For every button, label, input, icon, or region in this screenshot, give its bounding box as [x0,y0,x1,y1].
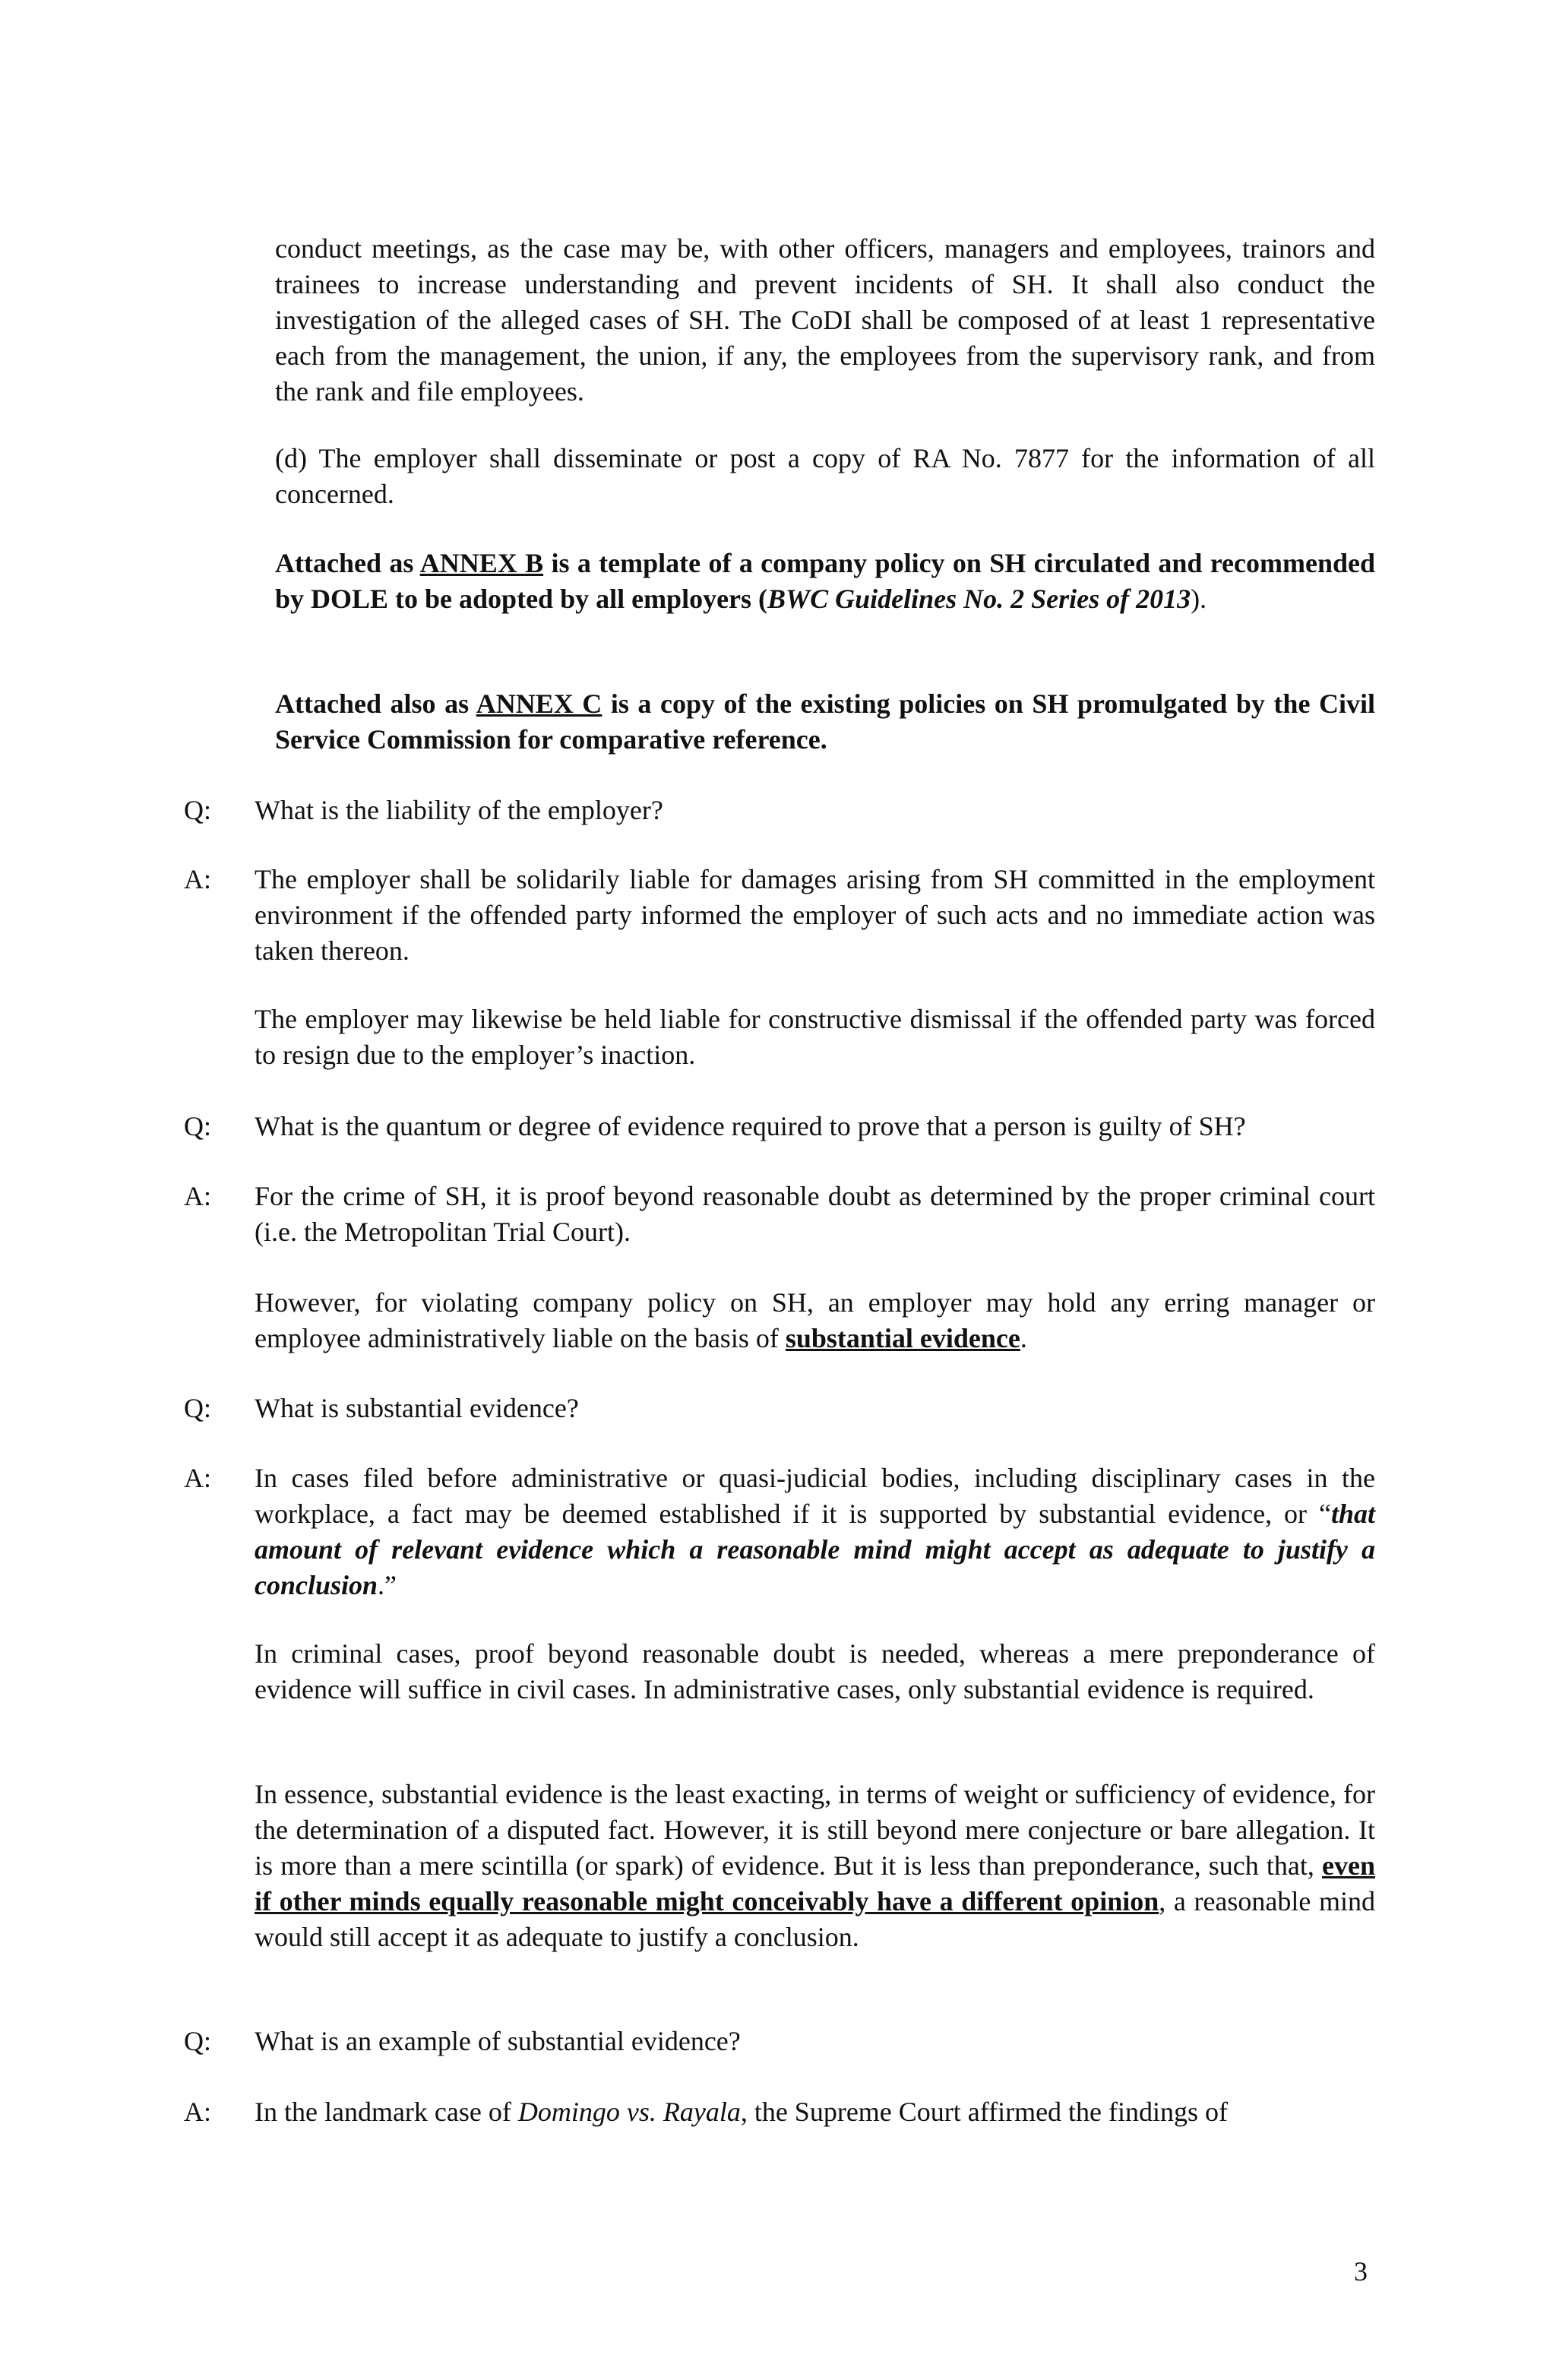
a3-label: A: [184,1463,211,1493]
a3-paragraph-2: In criminal cases, proof beyond reasonable doubt is needed, whereas a mere preponderance of evidence will suffice in civil cases. In administrative cases, only substantial evidence is required. [255,1638,1375,1704]
a3-paragraph-3-prefix: In essence, substantial evidence is the least exacting, in terms of weight or sufficiency of evidence, for the determination of a disputed fact. However, it is still beyond mere conjecture or bare allegation. It is more than a mere scintilla (or spark) of evidence. But it is less than preponderance, such that, [255,1779,1375,1881]
q1-question: What is the liability of the employer? [255,795,663,825]
annex-b-paragraph [275,546,1375,617]
reasonable-minds-emphasis: even if other minds equally reasonable might conceivably have a different opinion [255,1850,1375,1916]
q2-question: What is the quantum or degree of evidence required to prove that a person is guilty of SH? [255,1111,1246,1141]
q3-question: What is substantial evidence? [255,1393,579,1423]
annex-b-link[interactable]: ANNEX B [419,548,544,578]
q1-label: Q: [184,795,211,825]
substantial-evidence-emphasis: substantial evidence [785,1323,1020,1353]
a1-label: A: [184,864,211,894]
a3-paragraph-1 [255,1461,1375,1603]
a2-paragraph-2 [255,1285,1375,1356]
substantial-evidence-definition-quote: that amount of relevant evidence which a reasonable mind might accept as adequate to justify a conclusion [255,1499,1375,1600]
a2-label: A: [184,1181,211,1211]
q4-question: What is an example of substantial evidence? [255,2026,741,2056]
annex-c-link[interactable]: ANNEX C [476,688,602,719]
a1-paragraph-1: The employer shall be solidarily liable for damages arising from SH committed in the employment environment if the offended party informed the employer of such acts and no immediate action was taken thereon. [255,864,1375,966]
annex-c-suffix: is a copy of the existing policies on SH promulgated by the Civil Service Commission for comparative reference. [275,688,1375,755]
a1-paragraph-2: The employer may likewise be held liable for constructive dismissal if the offended party was forced to resign due to the employer’s inaction. [255,1004,1375,1070]
a4-label: A: [184,2097,211,2127]
a3-paragraph-1-prefix: In cases filed before administrative or quasi-judicial bodies, including disciplinary cases in the workplace, a fact may be deemed established if it is supported by substantial evidence, or “ [255,1463,1375,1529]
q4-label: Q: [184,2026,211,2056]
annex-b-prefix: Attached as [275,548,420,578]
a2-paragraph-2-suffix: . [1020,1323,1027,1353]
page-number: 3 [1354,2256,1368,2287]
a4-paragraph-1-prefix: In the landmark case of [255,2097,518,2127]
annex-b-middle: is a template of a company policy on SH circulated and recommended by DOLE to be adopted by all employers ( [275,548,1375,614]
case-name: Domingo vs. Rayala [517,2097,741,2127]
a2-paragraph-2-prefix: However, for violating company policy on SH, an employer may hold any erring manager or employee administratively liable on the basis of [255,1287,1375,1353]
a2-paragraph-1: For the crime of SH, it is proof beyond reasonable doubt as determined by the proper criminal court (i.e. the Metropolitan Trial Court). [255,1181,1375,1247]
a3-paragraph-3 [255,1777,1375,1955]
a3-paragraph-1-suffix: .” [378,1570,397,1600]
annex-b-suffix: ). [1191,584,1207,614]
q2-label: Q: [184,1111,211,1141]
a4-paragraph-1 [255,2094,1375,2130]
a4-paragraph-1-suffix: , the Supreme Court affirmed the findings of [740,2097,1229,2127]
a3-paragraph-3-suffix: , a reasonable mind would still accept it as adequate to justify a conclusion. [255,1886,1375,1952]
annex-c-prefix: Attached also as [275,688,476,719]
item-d-paragraph: (d) The employer shall disseminate or post a copy of RA No. 7877 for the information of all concerned. [275,443,1375,509]
annex-c-paragraph [275,686,1375,758]
codi-paragraph: conduct meetings, as the case may be, with other officers, managers and employees, trainors and trainees to increase understanding and prevent incidents of SH. It shall also conduct the investigation of the alleged cases of SH. The CoDI shall be composed of at least 1 representative each from the management, the union, if any, the employees from the supervisory rank, and from the rank and file employees. [275,233,1375,407]
annex-b-citation: BWC Guidelines No. 2 Series of 2013 [767,584,1191,614]
q3-label: Q: [184,1393,211,1423]
